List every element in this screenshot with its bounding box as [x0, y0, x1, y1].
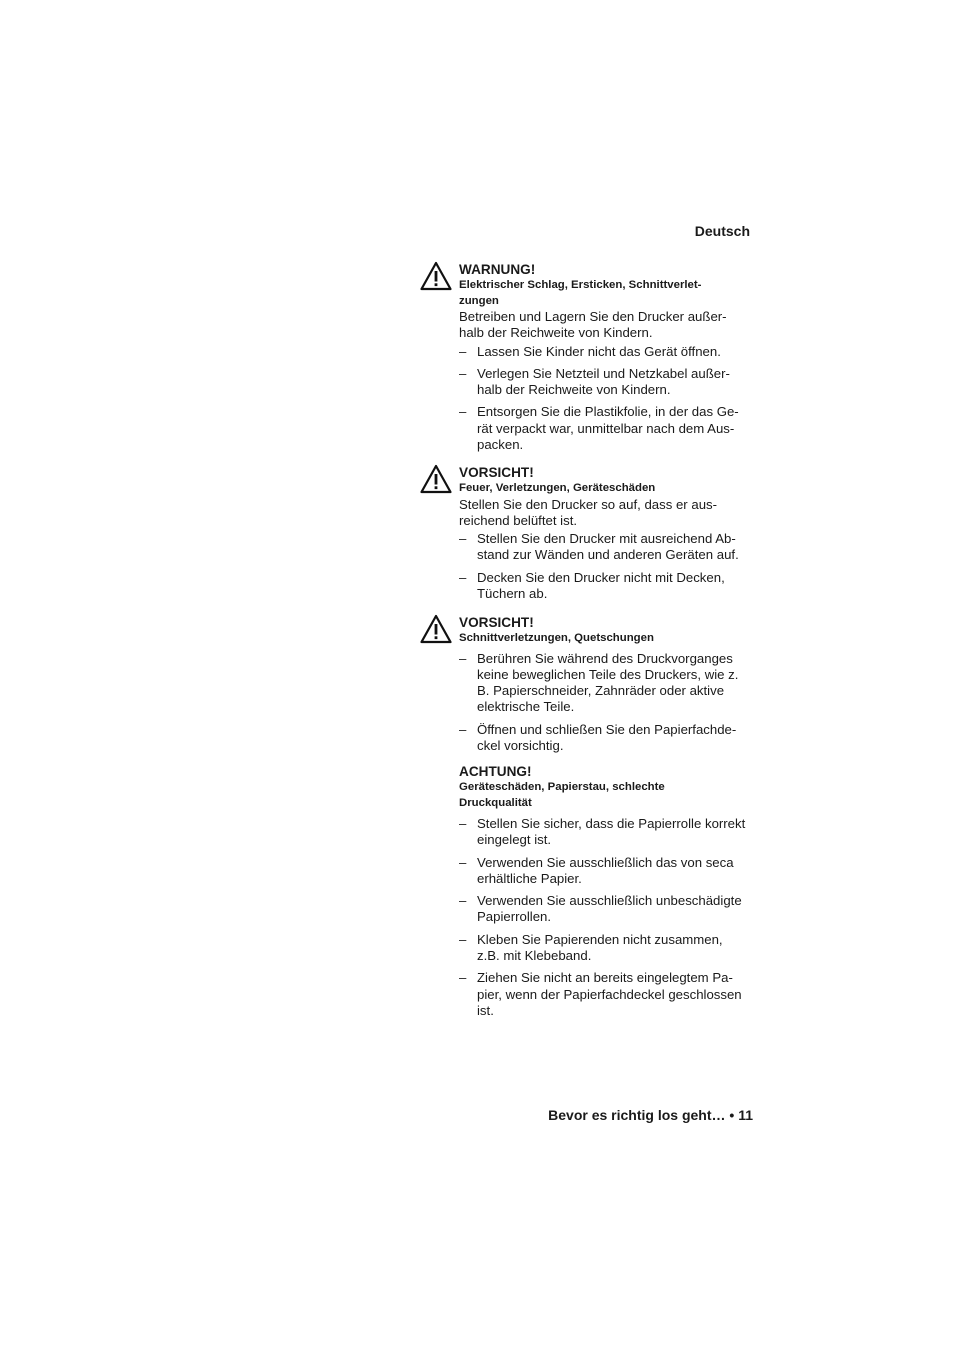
- dash-bullet: –: [459, 970, 467, 986]
- warning-triangle-icon: [420, 464, 452, 494]
- dash-bullet: –: [459, 893, 467, 909]
- list-item: – Decken Sie den Drucker nicht mit Decken, Tüchern ab.: [459, 569, 725, 601]
- caution-fire-instruction-list: [459, 531, 759, 602]
- warning-section: [420, 261, 760, 459]
- dash-bullet: –: [459, 365, 467, 381]
- warning-subtitle: Elektrischer Schlag, Ersticken, Schnittverlet- zungen: [459, 279, 702, 307]
- page-language-label: Deutsch: [694, 223, 750, 239]
- attention-subtitle: Geräteschäden, Papierstau, schlechte Druckqualität: [459, 781, 665, 809]
- dash-bullet: –: [459, 931, 467, 947]
- warning-triangle-icon: [420, 614, 452, 644]
- list-item: – Stellen Sie sicher, dass die Papierrolle korrekt eingelegt ist.: [459, 816, 746, 848]
- caution-cut-instruction-list: [459, 651, 759, 755]
- caution-fire-title: VORSICHT!: [459, 465, 534, 480]
- dash-bullet: –: [459, 721, 467, 737]
- warning-triangle-icon: [420, 261, 452, 291]
- attention-title: ACHTUNG!: [459, 764, 532, 779]
- list-item: – Verwenden Sie ausschließlich unbeschädigte Papierrollen.: [459, 893, 742, 925]
- list-item: – Verlegen Sie Netzteil und Netzkabel außer- halb der Reichweite von Kindern.: [459, 365, 730, 398]
- dash-bullet: –: [459, 404, 467, 420]
- dash-bullet: –: [459, 531, 467, 547]
- dash-bullet: –: [459, 343, 467, 359]
- caution-cut-subtitle: Schnittverletzungen, Quetschungen: [459, 632, 654, 644]
- caution-fire-intro: Stellen Sie den Drucker so auf, dass er aus- reichend belüftet ist.: [459, 496, 718, 528]
- attention-section: [420, 763, 760, 1025]
- dash-bullet: –: [459, 650, 467, 666]
- list-item: – Verwenden Sie ausschließlich das von seca erhältliche Papier.: [459, 854, 734, 886]
- dash-bullet: –: [459, 816, 467, 831]
- warning-instruction-list: [459, 344, 759, 454]
- caution-cut-title: VORSICHT!: [459, 615, 534, 630]
- list-item: – Ziehen Sie nicht an bereits eingelegtem Pa- pier, wenn der Papierfachdeckel geschlossen ist.: [459, 970, 742, 1018]
- warning-title: WARNUNG!: [459, 262, 536, 277]
- list-item: – Stellen Sie den Drucker mit ausreichend Ab- stand zur Wänden und anderen Geräten auf.: [459, 531, 739, 563]
- list-item: – Entsorgen Sie die Plastikfolie, in der das Ge- rät verpackt war, unmittelbar nach dem Aus- packen.: [459, 404, 739, 453]
- list-item: – Kleben Sie Papierenden nicht zusammen, z.B. mit Klebeband.: [459, 931, 723, 964]
- caution-fire-section: [420, 464, 760, 608]
- list-item: – Berühren Sie während des Druckvorganges keine beweglichen Teile des Druckers, wie z. B. Papierschneider, Zahnräder oder aktive elektrische Teile.: [459, 650, 739, 715]
- warning-intro: Betreiben und Lagern Sie den Drucker außer- halb der Reichweite von Kindern.: [459, 309, 727, 341]
- dash-bullet: –: [459, 854, 467, 870]
- list-item: – Lassen Sie Kinder nicht das Gerät öffnen.: [459, 343, 721, 359]
- attention-instruction-list: [459, 816, 759, 1019]
- page-footer: Bevor es richtig los geht… • 11: [548, 1107, 753, 1123]
- dash-bullet: –: [459, 569, 467, 585]
- caution-cut-section: [420, 614, 760, 760]
- caution-fire-subtitle: Feuer, Verletzungen, Geräteschäden: [459, 482, 656, 494]
- list-item: – Öffnen und schließen Sie den Papierfachde- ckel vorsichtig.: [459, 721, 737, 753]
